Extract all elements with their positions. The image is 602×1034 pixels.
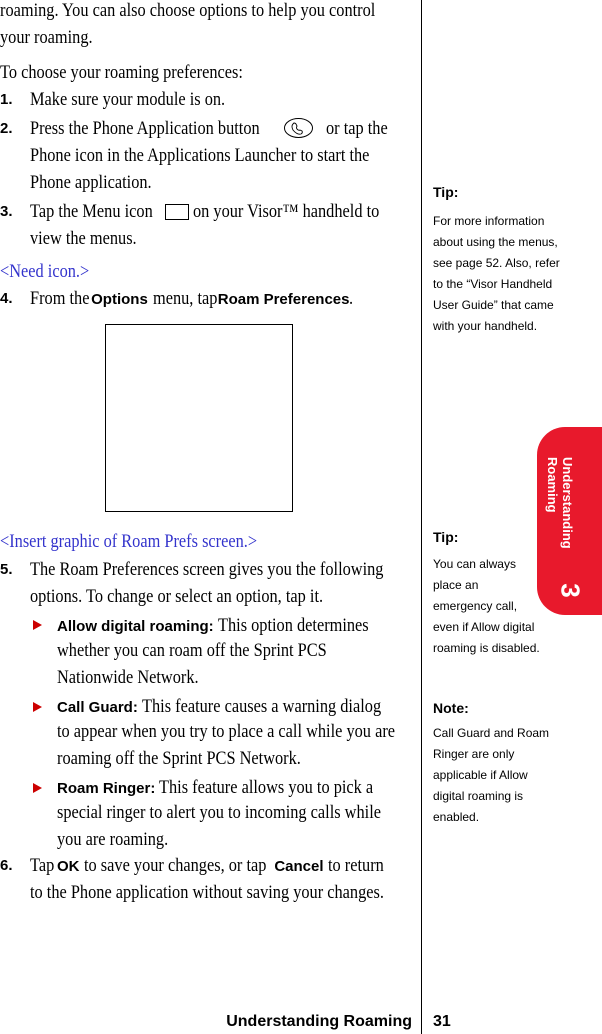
bullet-roam-ringer (57, 774, 408, 801)
bullet-call-guard (57, 693, 420, 720)
bullet-line-2: whether you can roam off the Sprint PCS (57, 640, 327, 661)
bullet-arrow-icon (33, 702, 42, 712)
step-2-number: 2. (0, 120, 13, 137)
chapter-tab-line-2: Roaming (545, 457, 560, 513)
note-line: Ringer are only (433, 747, 515, 761)
step-5-line-1: The Roam Preferences screen gives you the following (30, 559, 384, 580)
page-number: 31 (433, 1013, 451, 1030)
bullet-label: Roam Ringer: (57, 780, 156, 797)
column-divider (421, 0, 422, 1034)
bullet-arrow-icon (33, 783, 42, 793)
intro-line-1: roaming. You can also choose options to help you control (0, 0, 376, 21)
chapter-number: 3 (555, 583, 586, 598)
bullet-line-3: Nationwide Network. (57, 667, 199, 688)
chapter-tab-label (545, 457, 589, 577)
step-6-number: 6. (0, 857, 13, 874)
bullet-arrow-icon (33, 620, 42, 630)
step-3-text-a: Tap the Menu icon (30, 201, 153, 222)
note-body (433, 723, 549, 828)
tip-2-line: even if Allow digital (433, 620, 535, 634)
step-4-text-a: From the (30, 288, 90, 309)
step-6-text-c: to return (328, 855, 385, 876)
tip-1-heading: Tip: (433, 184, 459, 200)
insert-graphic-placeholder: <Insert graphic of Roam Prefs screen.> (0, 531, 258, 552)
tip-1-line: with your handheld. (433, 319, 538, 333)
bullet-line-1: This option determines (217, 615, 369, 636)
step-3-number: 3. (0, 203, 13, 220)
step-4-ui-roam-preferences: Roam Preferences (217, 291, 350, 308)
note-line: digital roaming is (433, 789, 524, 803)
step-4-text-c: . (349, 288, 354, 309)
phone-application-button-icon (283, 117, 314, 139)
step-4-number: 4. (0, 290, 13, 307)
need-icon-placeholder: <Need icon.> (0, 261, 90, 282)
step-6-ui-cancel: Cancel (274, 858, 324, 875)
bullet-label: Allow digital roaming: (57, 618, 214, 635)
step-6-text-b: to save your changes, or tap (84, 855, 267, 876)
bullet-label: Call Guard: (57, 699, 138, 716)
step-2-line-2: Phone icon in the Applications Launcher to start the (30, 145, 370, 166)
step-1-text: Make sure your module is on. (30, 89, 226, 110)
roam-prefs-screen-placeholder (105, 324, 293, 512)
tip-2-line: You can always (433, 557, 516, 571)
note-heading: Note: (433, 700, 469, 716)
bullet-line-1: This feature causes a warning dialog (141, 696, 381, 717)
note-line: enabled. (433, 810, 480, 824)
tip-1-line: to the “Visor Handheld (433, 277, 553, 291)
tip-2-line: emergency call, (433, 599, 518, 613)
bullet-line-3: roaming off the Sprint PCS Network. (57, 748, 301, 769)
tip-1-body (433, 211, 560, 337)
step-6-line (30, 852, 393, 880)
step-2-line-3: Phone application. (30, 172, 152, 193)
intro-lead: To choose your roaming preferences: (0, 62, 243, 83)
tip-2-body (433, 554, 540, 659)
tip-2-line: roaming is disabled. (433, 641, 540, 655)
step-3-line-2: view the menus. (30, 228, 137, 249)
intro-line-2: your roaming. (0, 27, 93, 48)
step-4-line (30, 285, 354, 313)
note-line: Call Guard and Roam (433, 726, 550, 740)
step-5-number: 5. (0, 561, 13, 578)
bullet-line-3: you are roaming. (57, 829, 169, 850)
bullet-allow-digital-roaming (57, 612, 393, 639)
chapter-tab (537, 427, 602, 615)
step-2-text-b: or tap the (326, 118, 388, 139)
menu-icon (165, 204, 189, 220)
step-5-line-2: options. To change or select an option, tap it. (30, 586, 324, 607)
step-2-text-a: Press the Phone Application button (30, 118, 260, 139)
bullet-line-1: This feature allows you to pick a (159, 777, 374, 798)
step-6-ui-ok: OK (56, 858, 80, 875)
step-3-text-b: on your Visor™ handheld to (193, 201, 380, 222)
tip-1-line: User Guide” that came (433, 298, 554, 312)
step-6-text-a: Tap (30, 855, 55, 876)
step-4-text-b: menu, tap (152, 288, 218, 309)
tip-2-line: place an (433, 578, 479, 592)
tip-2-heading: Tip: (433, 529, 459, 545)
tip-1-line: about using the menus, (433, 235, 558, 249)
bullet-line-2: to appear when you try to place a call while you are (57, 721, 396, 742)
chapter-tab-line-1: Understanding (560, 457, 575, 549)
step-6-line-2: to the Phone application without saving your changes. (30, 882, 384, 903)
step-1-number: 1. (0, 91, 13, 108)
tip-1-line: For more information (433, 214, 545, 228)
note-line: applicable if Allow (433, 768, 528, 782)
bullet-line-2: special ringer to alert you to incoming calls while (57, 802, 381, 823)
step-4-ui-options: Options (91, 291, 148, 308)
tip-1-line: see page 52. Also, refer (433, 256, 560, 270)
footer-title: Understanding Roaming (226, 1013, 412, 1030)
